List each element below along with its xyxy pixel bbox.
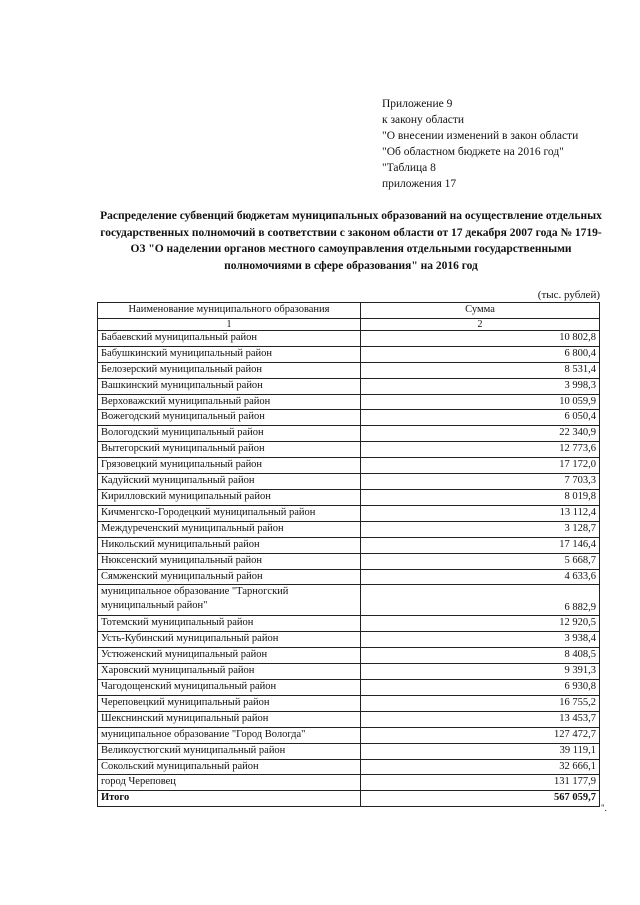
table-row	[98, 346, 600, 362]
closing-quote: ".	[601, 803, 607, 813]
column-number: 1	[98, 318, 361, 330]
municipality-name: город Череповец	[98, 775, 361, 791]
table-row	[98, 727, 600, 743]
subvention-sum: 6 930,8	[361, 680, 600, 696]
subvention-sum: 12 920,5	[361, 616, 600, 632]
table-row	[98, 553, 600, 569]
units-label: (тыс. рублей)	[537, 289, 600, 301]
appendix-line: приложения 17	[382, 178, 457, 190]
municipality-name: Устюженский муниципальный район	[98, 648, 361, 664]
table-row	[98, 442, 600, 458]
table-row	[98, 362, 600, 378]
municipality-name: муниципальное образование "Тарногский муниципальный район"	[98, 585, 361, 616]
municipality-name: Шекснинский муниципальный район	[98, 711, 361, 727]
municipality-name: Верховажский муниципальный район	[98, 394, 361, 410]
subvention-sum: 3 938,4	[361, 632, 600, 648]
table-row	[98, 474, 600, 490]
table-row	[98, 711, 600, 727]
table-row	[98, 743, 600, 759]
appendix-line: Приложение 9	[382, 98, 453, 110]
subvention-sum: 22 340,9	[361, 426, 600, 442]
table-row	[98, 585, 600, 616]
municipality-name: Вожегодский муниципальный район	[98, 410, 361, 426]
total-row	[98, 791, 600, 807]
total-label: Итого	[98, 791, 361, 807]
subvention-sum: 9 391,3	[361, 664, 600, 680]
total-sum: 567 059,7	[361, 791, 600, 807]
document-title: Распределение субвенций бюджетам муниципальных образований на осуществление отдельных государственных полномочий в соответствии с законом области от 17 декабря 2007 года № 1719-ОЗ "О наделении органов местного самоуправления отдельными государственными полномочиями в сфере образования" на 2016 год	[100, 210, 602, 272]
table-row	[98, 426, 600, 442]
municipality-name: муниципальное образование "Город Вологда"	[98, 727, 361, 743]
appendix-note	[382, 96, 632, 192]
table-row	[98, 537, 600, 553]
table-row	[98, 616, 600, 632]
subvention-sum: 13 112,4	[361, 505, 600, 521]
subvention-sum: 5 668,7	[361, 553, 600, 569]
subvention-sum: 7 703,3	[361, 474, 600, 490]
table-row	[98, 505, 600, 521]
subvention-sum: 6 882,9	[361, 585, 600, 616]
municipality-name: Белозерский муниципальный район	[98, 362, 361, 378]
appendix-line: "Об областном бюджете на 2016 год"	[382, 146, 564, 158]
table-row	[98, 759, 600, 775]
subvention-sum: 3 128,7	[361, 521, 600, 537]
municipality-name: Сямженский муниципальный район	[98, 569, 361, 585]
appendix-line: "Таблица 8	[382, 162, 436, 174]
column-number-row	[98, 318, 600, 330]
appendix-line: "О внесении изменений в закон области	[382, 130, 579, 142]
subvention-sum: 10 802,8	[361, 330, 600, 346]
municipality-name: Грязовецкий муниципальный район	[98, 458, 361, 474]
municipality-name: Вытегорский муниципальный район	[98, 442, 361, 458]
municipality-name: Бабушкинский муниципальный район	[98, 346, 361, 362]
subvention-sum: 39 119,1	[361, 743, 600, 759]
municipality-name: Вашкинский муниципальный район	[98, 378, 361, 394]
table-row	[98, 378, 600, 394]
table-row	[98, 410, 600, 426]
table-row	[98, 458, 600, 474]
municipality-name: Кирилловский муниципальный район	[98, 489, 361, 505]
table-row	[98, 330, 600, 346]
municipality-name: Чагодощенский муниципальный район	[98, 680, 361, 696]
municipality-name: Бабаевский муниципальный район	[98, 330, 361, 346]
subvention-sum: 8 019,8	[361, 489, 600, 505]
subvention-sum: 32 666,1	[361, 759, 600, 775]
table-row	[98, 521, 600, 537]
subvention-sum: 3 998,3	[361, 378, 600, 394]
table-row	[98, 569, 600, 585]
subvention-sum: 17 172,0	[361, 458, 600, 474]
subvention-sum: 6 050,4	[361, 410, 600, 426]
subvention-sum: 6 800,4	[361, 346, 600, 362]
municipality-name: Нюксенский муниципальный район	[98, 553, 361, 569]
municipality-name: Тотемский муниципальный район	[98, 616, 361, 632]
municipality-name: Междуреченский муниципальный район	[98, 521, 361, 537]
municipality-name: Вологодский муниципальный район	[98, 426, 361, 442]
column-header-sum: Сумма	[361, 303, 600, 319]
subvention-sum: 8 408,5	[361, 648, 600, 664]
subvention-sum: 10 059,9	[361, 394, 600, 410]
municipality-name: Сокольский муниципальный район	[98, 759, 361, 775]
table-row	[98, 664, 600, 680]
table-header-row	[98, 303, 600, 319]
table-row	[98, 632, 600, 648]
column-header-name: Наименование муниципального образования	[98, 303, 361, 319]
municipality-name: Харовский муниципальный район	[98, 664, 361, 680]
subvention-sum: 131 177,9	[361, 775, 600, 791]
table-row	[98, 394, 600, 410]
municipality-name: Кадуйский муниципальный район	[98, 474, 361, 490]
table-row	[98, 775, 600, 791]
subvention-sum: 8 531,4	[361, 362, 600, 378]
subvention-sum: 127 472,7	[361, 727, 600, 743]
municipality-name: Великоустюгский муниципальный район	[98, 743, 361, 759]
table-row	[98, 680, 600, 696]
subvention-sum: 17 146,4	[361, 537, 600, 553]
appendix-line: к закону области	[382, 114, 465, 126]
subvention-sum: 4 633,6	[361, 569, 600, 585]
table-row	[98, 648, 600, 664]
subvention-sum: 16 755,2	[361, 695, 600, 711]
municipality-name: Никольский муниципальный район	[98, 537, 361, 553]
municipality-name: Усть-Кубинский муниципальный район	[98, 632, 361, 648]
table-row	[98, 695, 600, 711]
table-row	[98, 489, 600, 505]
column-number: 2	[361, 318, 600, 330]
subvention-sum: 13 453,7	[361, 711, 600, 727]
municipality-name: Кичменгско-Городецкий муниципальный район	[98, 505, 361, 521]
subvention-sum: 12 773,6	[361, 442, 600, 458]
subvention-table	[97, 302, 600, 807]
municipality-name: Череповецкий муниципальный район	[98, 695, 361, 711]
